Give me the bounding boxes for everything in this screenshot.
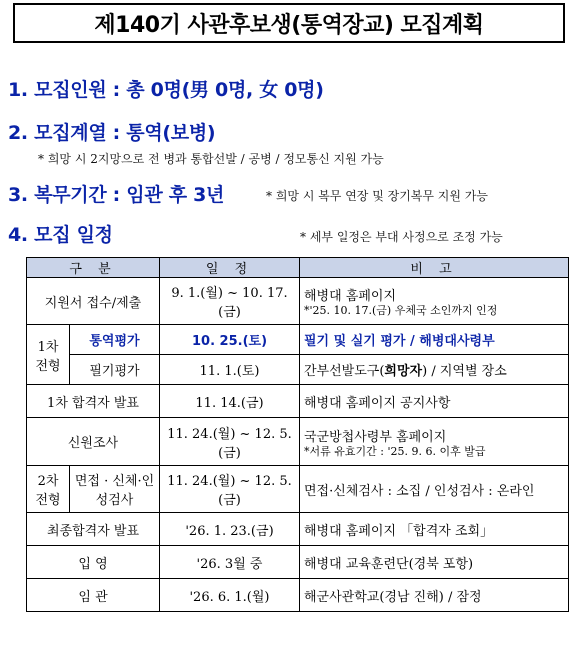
row-date: 9. 1.(월) ~ 10. 17.(금): [160, 278, 300, 325]
page-title: 제140기 사관후보생(통역장교) 모집계획: [94, 12, 484, 38]
row-date: 11. 1.(토): [160, 355, 300, 385]
row-label: 1차 합격자 발표: [27, 385, 160, 418]
row-note-bold: 희망자: [384, 364, 423, 379]
header-remarks: 비 고: [300, 258, 569, 278]
table-row: [27, 385, 569, 418]
row-note-sub: *서류 유효기간 : '25. 9. 6. 이후 발급: [304, 444, 486, 458]
row-label: 최종합격자 발표: [27, 513, 160, 546]
row-label: 면접 · 신체·인성검사: [70, 466, 160, 513]
table-row: [27, 418, 569, 466]
schedule-table: [26, 257, 569, 612]
table-row: [27, 513, 569, 546]
row-note-part-b: ) / 지역별 장소: [422, 364, 507, 379]
table-row: [27, 546, 569, 579]
section-4-note: * 세부 일정은 부대 사정으로 조정 가능: [300, 230, 503, 244]
row-label: 통역평가: [70, 325, 160, 355]
section-2-note: * 희망 시 2지망으로 전 병과 통합선발 / 공병 / 정모통신 지원 가능: [38, 152, 384, 166]
section-2-recruitment-field: 2. 모집계열 : 통역(보병): [8, 122, 216, 144]
title-box: [13, 3, 565, 43]
row-date: '26. 3월 중: [160, 546, 300, 579]
row-note: 필기 및 실기 평가 / 해병대사령부: [300, 325, 569, 355]
row-date: 11. 24.(월) ~ 12. 5.(금): [160, 418, 300, 466]
table-header-row: [27, 258, 569, 278]
section-3-note: * 희망 시 복무 연장 및 장기복무 지원 가능: [266, 189, 488, 203]
row-label: 입 영: [27, 546, 160, 579]
row-note: [300, 278, 569, 325]
row-label: 임 관: [27, 579, 160, 612]
row-note-part-a: 간부선발도구(: [304, 364, 385, 379]
row-label: 신원조사: [27, 418, 160, 466]
table-row: [27, 278, 569, 325]
row-date: 10. 25.(토): [160, 325, 300, 355]
section-1-recruitment-count: 1. 모집인원 : 총 0명(男 0명, 女 0명): [8, 79, 324, 101]
header-category: 구 분: [27, 258, 160, 278]
row-note: 해병대 교육훈련단(경북 포항): [300, 546, 569, 579]
section-4-schedule: 4. 모집 일정: [8, 224, 113, 246]
row-date: '26. 1. 23.(금): [160, 513, 300, 546]
row-date: '26. 6. 1.(월): [160, 579, 300, 612]
table-row: [27, 325, 569, 355]
table-row: [27, 579, 569, 612]
header-schedule: 일 정: [160, 258, 300, 278]
table-row: [27, 355, 569, 385]
row-note: 해군사관학교(경남 진해) / 잠정: [300, 579, 569, 612]
row-note: 면접·신체검사 : 소집 / 인성검사 : 온라인: [300, 466, 569, 513]
row-note-sub: *'25. 10. 17.(금) 우체국 소인까지 인정: [304, 304, 498, 317]
row-date: 11. 24.(월) ~ 12. 5.(금): [160, 466, 300, 513]
row-label: 필기평가: [70, 355, 160, 385]
row-note: [300, 418, 569, 466]
row-group-label: 1차 전형: [27, 325, 70, 385]
row-date: 11. 14.(금): [160, 385, 300, 418]
row-note: 해병대 홈페이지 공지사항: [300, 385, 569, 418]
row-note: 해병대 홈페이지 「합격자 조회」: [300, 513, 569, 546]
section-3-service-period: 3. 복무기간 : 임관 후 3년: [8, 184, 225, 206]
row-note: [300, 355, 569, 385]
row-group-label: 2차 전형: [27, 466, 70, 513]
row-note-main: 해병대 홈페이지: [304, 289, 397, 304]
row-label: 지원서 접수/제출: [27, 278, 160, 325]
table-row: [27, 466, 569, 513]
row-note-main: 국군방첩사령부 홈페이지: [304, 429, 447, 445]
